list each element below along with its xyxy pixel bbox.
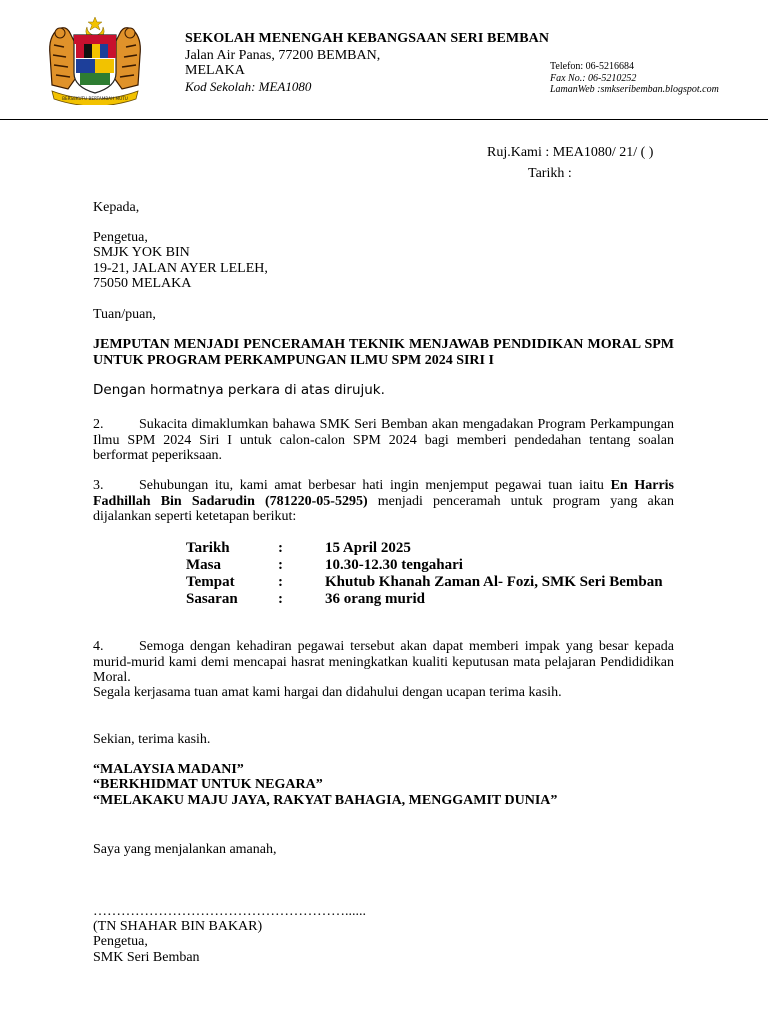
- paragraph-3-text-after: menjadi penceramah untuk program yang akan dijalankan seperti ketetapan berikut:: [93, 493, 674, 524]
- signatory-title: Pengetua,: [93, 934, 148, 949]
- detail-label: Tarikh: [186, 540, 230, 556]
- website-link[interactable]: LamanWeb :smkseribemban.blogspot.com: [550, 84, 719, 95]
- salutation-to: Kepada,: [93, 200, 140, 215]
- letterhead-divider: [0, 119, 768, 120]
- crest-motto: BERSEKUTU BERTAMBAH MUTU: [62, 96, 128, 101]
- signatory-school: SMK Seri Bemban: [93, 950, 200, 965]
- detail-label: Tempat: [186, 574, 235, 590]
- school-code: Kod Sekolah: MEA1080: [185, 79, 312, 94]
- detail-value: 36 orang murid: [325, 591, 426, 607]
- reference-number: Ruj.Kami : MEA1080/ 21/ ( ): [487, 145, 654, 160]
- detail-value: 15 April 2025: [325, 540, 411, 556]
- signatory-name: (TN SHAHAR BIN BAKAR): [93, 919, 263, 934]
- signoff-line: Saya yang menjalankan amanah,: [93, 842, 277, 857]
- closing-line: Sekian, terima kasih.: [93, 732, 211, 747]
- detail-label: Sasaran: [186, 591, 238, 607]
- paragraph-2-number: 2.: [93, 417, 104, 432]
- paragraph-4-text: Semoga dengan kehadiran pegawai tersebut akan dapat memberi impak yang besar kepada murid-murid kami demi mencapai hasrat meningkatkan kualiti keputusan mata pelajaran Pendididikan Moral.: [93, 639, 674, 685]
- slogan-1: “MALAYSIA MADANI”: [93, 762, 244, 777]
- paragraph-2-text: Sukacita dimaklumkan bahawa SMK Seri Bemban akan mengadakan Program Perkampungan Ilmu SPM 2024 Siri I untuk calon-calon SPM 2024 bagi memberi pendedahan tentang soalan berformat peperiksaan.: [93, 417, 674, 463]
- detail-row-date: [186, 540, 675, 557]
- paragraph-4-number: 4.: [93, 639, 104, 654]
- opening-line: Dengan hormatnya perkara di atas dirujuk.: [93, 382, 385, 398]
- recipient-line3: 19-21, JALAN AYER LELEH,: [93, 261, 268, 276]
- paragraph-3-number: 3.: [93, 478, 104, 493]
- detail-colon: :: [278, 540, 283, 556]
- recipient-line4: 75050 MELAKA: [93, 276, 192, 291]
- slogan-3: “MELAKAKU MAJU JAYA, RAKYAT BAHAGIA, MENGGAMIT DUNIA”: [93, 793, 558, 808]
- coat-of-arms-crest: [46, 15, 144, 105]
- school-address-line2: MELAKA: [185, 63, 245, 78]
- recipient-line2: SMJK YOK BIN: [93, 245, 190, 260]
- slogan-2: “BERKHIDMAT UNTUK NEGARA”: [93, 777, 323, 792]
- detail-value: 10.30-12.30 tengahari: [325, 557, 463, 573]
- paragraph-2: [93, 417, 674, 464]
- date-label: Tarikh :: [528, 166, 572, 181]
- detail-row-venue: [186, 574, 675, 591]
- phone-number: Telefon: 06-5216684: [550, 61, 635, 72]
- detail-row-target: [186, 591, 675, 608]
- detail-value: Khutub Khanah Zaman Al- Fozi, SMK Seri Bemban: [325, 574, 663, 590]
- signature-line: ………………………………………………......: [93, 904, 366, 919]
- letter-subject: JEMPUTAN MENJADI PENCERAMAH TEKNIK MENJAWAB PENDIDIKAN MORAL SPM UNTUK PROGRAM PERKAMPUNGAN ILMU SPM 2024 SIRI I: [93, 337, 674, 368]
- fax-number: Fax No.: 06-5210252: [550, 73, 637, 84]
- speaker-name: En Harris Fadhillah Bin Sadarudin (781220-05-5295): [93, 478, 675, 509]
- recipient-line1: Pengetua,: [93, 230, 148, 245]
- detail-colon: :: [278, 574, 283, 590]
- address-term: Tuan/puan,: [93, 307, 156, 322]
- detail-row-time: [186, 557, 675, 574]
- detail-label: Masa: [186, 557, 221, 573]
- paragraph-4: [93, 639, 674, 686]
- detail-colon: :: [278, 591, 283, 607]
- paragraph-3: [93, 478, 674, 525]
- thanks-line: Segala kerjasama tuan amat kami hargai dan didahului dengan ucapan terima kasih.: [93, 685, 562, 700]
- school-name: SEKOLAH MENENGAH KEBANGSAAN SERI BEMBAN: [185, 31, 550, 46]
- school-address-line1: Jalan Air Panas, 77200 BEMBAN,: [185, 48, 381, 63]
- detail-colon: :: [278, 557, 283, 573]
- paragraph-3-text-before: Sehubungan itu, kami amat berbesar hati ingin menjemput pegawai tuan iaitu: [139, 478, 611, 493]
